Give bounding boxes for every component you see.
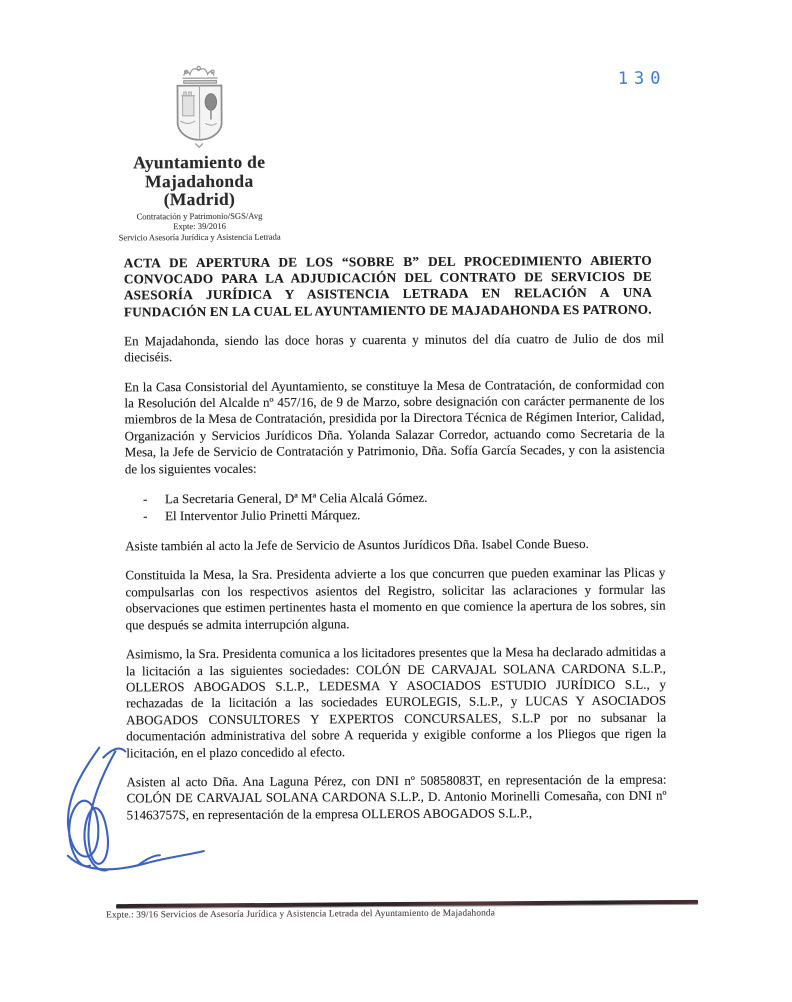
vocales-list [125, 488, 665, 525]
org-name-line2: Majadahonda [145, 170, 254, 191]
vocal-interventor: El Interventor Julio Prinetti Márquez. [165, 507, 361, 524]
org-name-line1: Ayuntamiento de [133, 151, 266, 173]
list-item [125, 505, 665, 525]
paragraph-constituida-mesa: Constituida la Mesa, la Sra. Presidenta advierte a los que concurren que pueden examinar las Plicas y compulsarlas con los respectivos asientos del Registro, solicitar las aclaraciones y formular las observaciones que estimen pertinentes hasta el momento en que comience la apertura de los sobres, sin que después se admita interrupción alguna. [125, 565, 666, 633]
dept-line-expediente: Expte: 39/2016 [173, 220, 226, 232]
paragraph-admitidas-rechazadas: Asimismo, la Sra. Presidenta comunica a los licitadores presentes que la Mesa ha declarado admitidas a la licitación a las siguientes sociedades: COLÓN DE CARVAJAL SOLANA CARDONA S.L.P., OLLEROS ABOGADOS S.L.P., LEDESMA Y ASOCIADOS ESTUDIO JURÍDICO S.L., y rechazadas de la licitación a las sociedades EUROLEGIS, S.L.P., y LUCAS Y ASOCIADOS ABOGADOS CONSULTORES Y EXPERTOS CONCURSALES, S.L.P por no subsanar la documentación administrativa del sobre A requerida y exigible conforme a los Pliegos que rigen la licitación, en el plazo concedido al efecto. [125, 643, 667, 760]
dept-line-contratacion: Contratación y Patrimonio/SGS/Avg [136, 210, 263, 221]
footer-rule [116, 900, 698, 908]
footer-expediente-text: Expte.: 39/16 Servicios de Asesoría Jurídica y Asistencia Letrada del Ayuntamiento de Majadahonda [106, 908, 496, 921]
page-footer [106, 900, 698, 920]
coat-of-arms-icon [160, 63, 238, 151]
paragraph-constitucion-mesa: En la Casa Consistorial del Ayuntamiento, se constituye la Mesa de Contratación, de conformidad con la Resolución del Alcalde nº 457/16, de 9 de Marzo, sobre designación con carácter permanente de los miembros de la Mesa de Contratación, presidida por la Directora Técnica de Régimen Interior, Calidad, Organización y Servicios Jurídicos Dña. Yolanda Salazar Corredor, actuando como Secretaria de la Mesa, la Jefe de Servicio de Contratación y Patrimonio, Dña. Sofía García Secades, y con la asistencia de los siguientes vocales: [124, 376, 665, 477]
paragraph-fecha: En Majadahonda, siendo las doce horas y cuarenta y minutos del día cuatro de Julio de dos mil dieciséis. [124, 330, 665, 365]
vocal-secretaria-general: La Secretaria General, Dª Mª Celia Alcalá Gómez. [164, 489, 428, 507]
dept-block [84, 210, 314, 243]
document-title: ACTA DE APERTURA DE LOS “SOBRE B” DEL PROCEDIMIENTO ABIERTO CONVOCADO PARA LA ADJUDICACIÓN DEL CONTRATO DE SERVICIOS DE ASESORÍA JURÍDICA Y ASISTENCIA LETRADA EN RELACIÓN A UNA FUNDACIÓN EN LA CUAL EL AYUNTAMIENTO DE MAJADAHONDA ES PATRONO. [123, 252, 652, 320]
list-dash: - [143, 508, 148, 524]
document-body [124, 253, 667, 837]
org-name-line3: (Madrid) [163, 188, 236, 210]
list-dash: - [142, 491, 148, 507]
letterhead [84, 62, 315, 242]
dept-line-servicio: Servicio Asesoría Jurídica y Asistencia Letrada [118, 231, 281, 242]
paragraph-asiste-tambien: Asiste también al acto la Jefe de Servicio de Asuntos Jurídicos Dña. Isabel Conde Bueso. [125, 536, 589, 554]
page-number-stamp: 130 [617, 68, 667, 89]
paragraph-asisten-representantes: Asisten al acto Dña. Ana Laguna Pérez, con DNI nº 50858083T, en representación de la empresa: COLÓN DE CARVAJAL SOLANA CARDONA S.L.P., D. Antonio Morinelli Comesaña, con DNI nº 51463757S, en representación de la empresa OLLEROS ABOGADOS S.L.P., [126, 771, 667, 823]
